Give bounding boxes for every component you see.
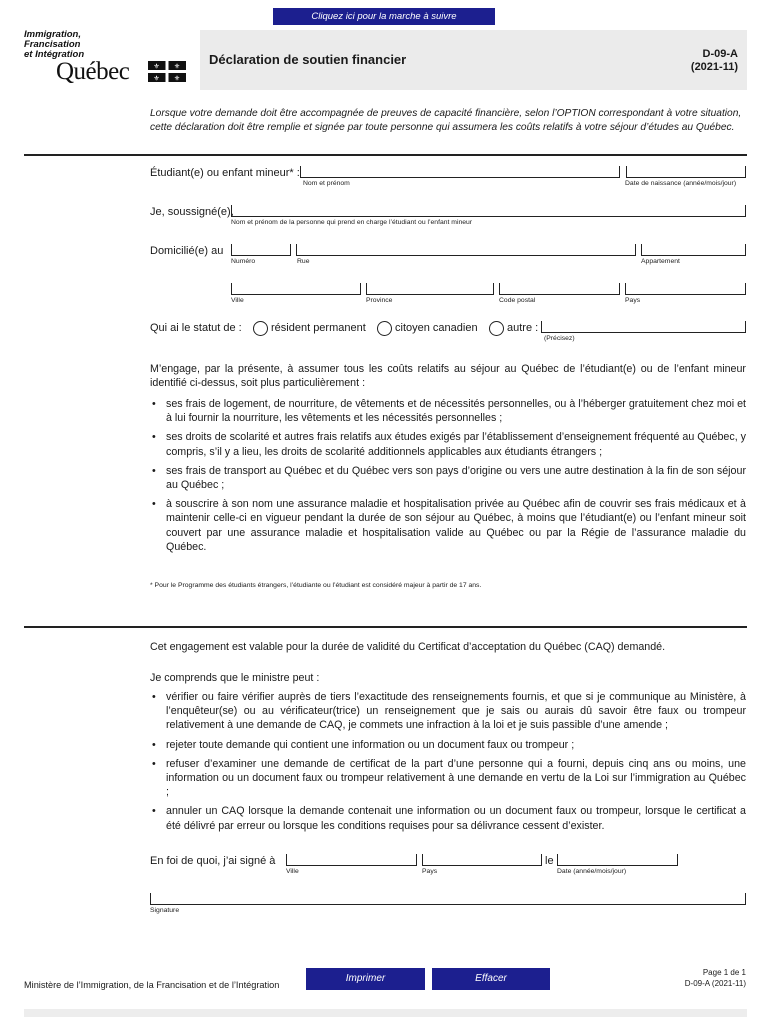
address-province-field[interactable] — [366, 283, 494, 295]
address-apartment-field[interactable] — [641, 244, 746, 256]
address-country-caption: Pays — [625, 297, 641, 304]
svg-text:⚜: ⚜ — [153, 74, 160, 82]
address-label: Domicilié(e) au — [150, 245, 224, 257]
minister-item-refuse: • refuser d’examiner une demande de certificat de la part d’une personne qui a fourni, depuis cinq ans ou moins, une information ou un document faux ou trompeur relativement à une demande en vertu de la Loi sur l’immigration au Québec ; — [150, 757, 746, 800]
signature-field[interactable] — [150, 893, 746, 905]
address-province-caption: Province — [366, 297, 393, 304]
signed-date-label: le — [545, 855, 554, 867]
status-other-caption: (Précisez) — [544, 335, 575, 342]
address-city-caption: Ville — [231, 297, 244, 304]
minister-intro: Je comprends que le ministre peut : — [150, 672, 320, 684]
signed-city-field[interactable] — [286, 854, 417, 866]
engagement-intro: M’engage, par la présente, à assumer tous les coûts relatifs au séjour au Québec de l’étudiant(e) ou de l’enfant mineur identifié ci-dessus, soit plus particulièrement : — [150, 363, 746, 390]
quebec-wordmark: Québec — [56, 58, 130, 85]
logo-line-1: Immigration, — [24, 29, 82, 40]
status-other-field[interactable] — [541, 321, 746, 333]
minister-list — [150, 690, 746, 838]
undersigned-name-field[interactable] — [231, 205, 746, 217]
signed-label: En foi de quoi, j’ai signé à — [150, 855, 276, 867]
address-apartment-caption: Appartement — [641, 258, 680, 265]
student-name-field[interactable] — [300, 166, 620, 178]
svg-text:⚜: ⚜ — [173, 62, 181, 71]
engagement-item-housing: • ses frais de logement, de nourriture, de vêtements et de nécessités personnelles, ou à l’héberger gratuitement chez moi et à lui fournir la nourriture, les vêtements et les nécessités personnelles ; — [150, 397, 746, 425]
logo-line-2: Francisation — [24, 39, 81, 50]
footer-ministry: Ministère de l’Immigration, de la Francisation et de l’Intégration — [24, 980, 280, 990]
radio-permanent-resident-label: résident permanent — [271, 322, 366, 334]
svg-text:⚜: ⚜ — [153, 62, 160, 71]
radio-canadian-citizen[interactable] — [377, 321, 392, 336]
address-city-field[interactable] — [231, 283, 361, 295]
signed-country-field[interactable] — [422, 854, 542, 866]
footer-page-info — [685, 967, 746, 989]
radio-other[interactable] — [489, 321, 504, 336]
address-country-field[interactable] — [625, 283, 746, 295]
student-label: Étudiant(e) ou enfant mineur* : — [150, 167, 300, 179]
student-dob-field[interactable] — [626, 166, 746, 178]
signed-date-caption: Date (année/mois/jour) — [557, 868, 627, 875]
radio-canadian-citizen-label: citoyen canadien — [395, 322, 478, 334]
signed-country-caption: Pays — [422, 868, 438, 875]
form-code — [691, 48, 738, 74]
student-name-caption: Nom et prénom — [303, 180, 350, 187]
footnote: * Pour le Programme des étudiants étrangers, l’étudiante ou l’étudiant est considéré majeur à partir de 17 ans. — [150, 582, 482, 589]
section-separator — [24, 154, 747, 156]
svg-text:⚜: ⚜ — [173, 74, 181, 82]
quebec-flag-icon — [148, 61, 186, 82]
radio-other-label: autre : — [507, 322, 539, 334]
address-postal-code-field[interactable] — [499, 283, 620, 295]
address-postal-code-caption: Code postal — [499, 297, 536, 304]
minister-item-verify: • vérifier ou faire vérifier auprès de tiers l’exactitude des renseignements fournis, et que si je communique au Ministère, à l’enquêteur(se) ou au vérificateur(trice) un renseignement que je sais ou aurais dû savoir être faux ou trompeur relativement à une demande de CAQ, je commets une infraction à la loi et je suis passible d’une amende ; — [150, 690, 746, 733]
minister-item-reject: • rejeter toute demande qui contient une information ou un document faux ou trompeur ; — [150, 738, 746, 752]
signature-caption: Signature — [150, 907, 180, 914]
signed-city-caption: Ville — [286, 868, 299, 875]
status-label: Qui ai le statut de : — [150, 322, 242, 334]
student-dob-caption: Date de naissance (année/mois/jour) — [625, 180, 737, 187]
form-title: Déclaration de soutien financier — [209, 52, 407, 67]
radio-permanent-resident[interactable] — [253, 321, 268, 336]
print-button[interactable]: Imprimer — [306, 968, 425, 990]
minister-item-cancel: • annuler un CAQ lorsque la demande contenait une information ou un document faux ou trompeur, lorsque le certificat a été délivré par erreur ou lorsque les conditions requises pour sa délivrance cessent d’exister. — [150, 804, 746, 832]
engagement-item-transport: • ses frais de transport au Québec et du Québec vers son pays d’origine ou vers une autre destination à la fin de son séjour au Québec ; — [150, 464, 746, 492]
footer-code: D-09-A (2021-11) — [684, 979, 746, 988]
undersigned-label: Je, soussigné(e), — [150, 206, 234, 218]
instructions-link[interactable]: Cliquez ici pour la marche à suivre — [273, 8, 495, 25]
ministry-logo-text — [24, 30, 84, 60]
signed-date-field[interactable] — [557, 854, 678, 866]
bottom-bar — [24, 1009, 747, 1017]
address-street-field[interactable] — [296, 244, 636, 256]
form-code-version: (2021-11) — [690, 61, 738, 73]
section-separator — [24, 626, 747, 628]
clear-button[interactable]: Effacer — [432, 968, 550, 990]
footer-page: Page 1 de 1 — [702, 968, 746, 977]
engagement-list — [150, 397, 746, 559]
address-street-caption: Rue — [297, 258, 310, 265]
undersigned-name-caption: Nom et prénom de la personne qui prend en charge l’étudiant ou l’enfant mineur — [231, 219, 473, 226]
logo-line-3: et Intégration — [24, 49, 85, 60]
engagement-item-tuition: • ses droits de scolarité et autres frais relatifs aux études exigés par l’établissement d’enseignement fréquenté au Québec, y compris, s’il y a lieu, les droits de scolarité additionnels applicables aux étudiants étrangers ; — [150, 430, 746, 458]
address-number-field[interactable] — [231, 244, 291, 256]
validity-text: Cet engagement est valable pour la durée de validité du Certificat d’acceptation du Québec (CAQ) demandé. — [150, 641, 666, 653]
intro-text: Lorsque votre demande doit être accompagnée de preuves de capacité financière, selon l’OPTION correspondant à votre situation, cette déclaration doit être remplie et signée par toute personne qui assumera les coûts relatifs à votre séjour d’études au Québec. — [150, 108, 742, 133]
form-code-number: D-09-A — [702, 48, 738, 60]
engagement-item-insurance: • à souscrire à son nom une assurance maladie et hospitalisation privée au Québec afin de couvrir ses frais médicaux et à maintenir celle-ci en vigueur pendant la durée de son séjour au Québec, à moins que l’étudiant(e) ou l’enfant mineur soit couvert par une assurance maladie et hospitalisation valide au Québec ou par la Régie de l’assurance maladie du Québec. — [150, 497, 746, 554]
address-number-caption: Numéro — [231, 258, 256, 265]
